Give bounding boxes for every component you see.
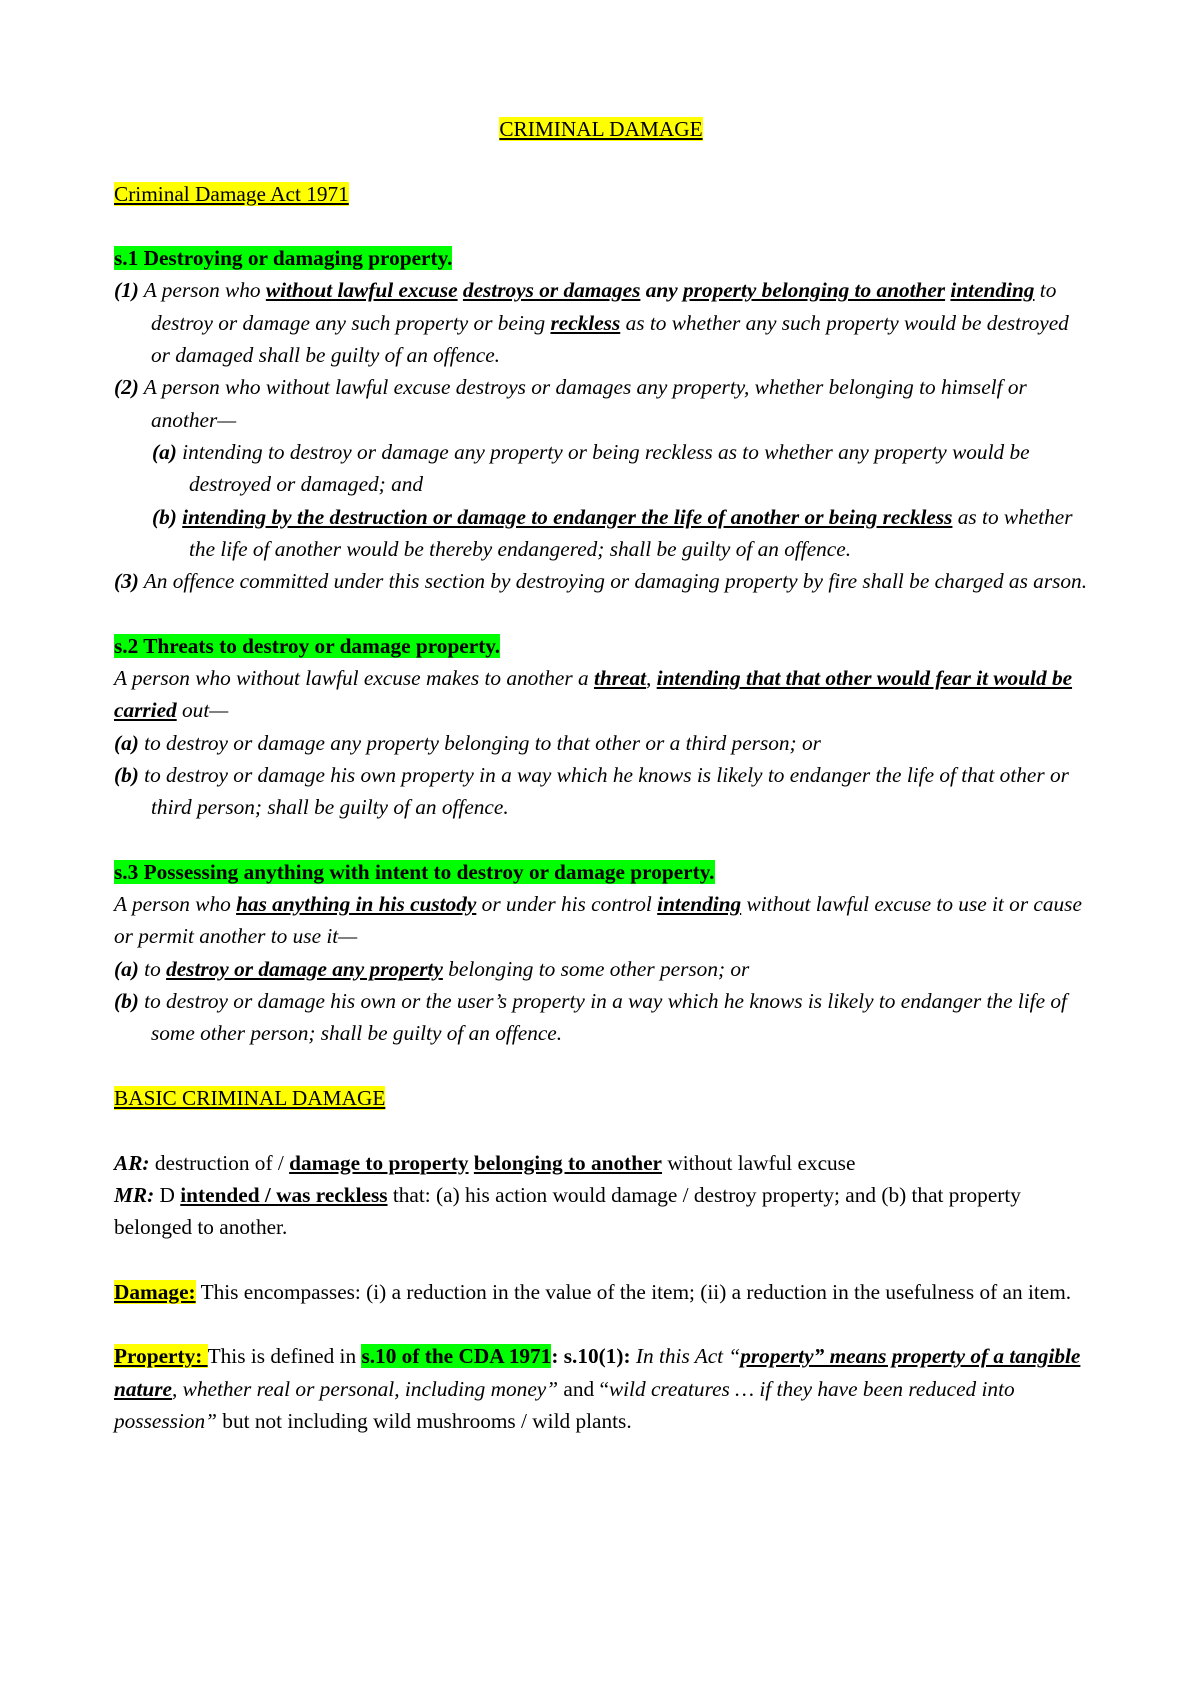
damage-definition [114, 1276, 1088, 1308]
s1-p1-text-k: as to whether any such property would be destroyed or damaged shall be guilty of an offence. [151, 310, 1069, 368]
s3-pb-number: (b) [114, 989, 139, 1014]
basic-heading [114, 1082, 1088, 1114]
document-title [114, 113, 1088, 145]
s1-p1-text-f: property belonging to another [683, 278, 946, 303]
s3-pa-number: (a) [114, 956, 139, 981]
mr-text-c: that: (a) his action would damage / destroy property; and (b) that property belonged to another. [114, 1182, 1021, 1240]
s3-pa-c: belonging to some other person; or [442, 956, 750, 981]
s3-intro-a: A person who [114, 892, 237, 917]
s1-p1-text-d: destroys or damages [462, 278, 641, 303]
property-definition [114, 1340, 1088, 1437]
act-heading-text: Criminal Damage Act 1971 [114, 181, 349, 206]
ar-text-d: belonging to another [473, 1150, 663, 1175]
s3-intro-e: without lawful excuse to use it or cause or permit another to use it— [114, 892, 1082, 949]
ar-text-e: without lawful excuse [662, 1150, 856, 1175]
property-text-g: and “ [558, 1376, 609, 1401]
property-text-f: , whether real or personal, including money” [172, 1376, 559, 1401]
s2-pb-number: (b) [114, 762, 139, 787]
s1-p2-number: (2) [114, 375, 139, 400]
s1-p1-text-j: reckless [550, 310, 621, 335]
s3-pa-a: to [144, 956, 167, 981]
property-text-a: This is defined in [207, 1344, 362, 1369]
property-text-c: : s.10(1): [551, 1344, 636, 1369]
mens-rea-line [114, 1179, 1088, 1244]
s1-p1-text-e: any [640, 278, 683, 303]
s3-pa-b: destroy or damage any property [166, 956, 443, 981]
s1-pb-bold: intending by the destruction or damage to endanger the life of another or being reckless [182, 504, 953, 529]
s2-intro-e: out— [176, 698, 229, 723]
ar-text-a: destruction of / [149, 1150, 290, 1175]
s1-p1-text-h: intending [950, 278, 1035, 303]
s1-paragraph-a [114, 436, 1088, 501]
s2-intro [114, 662, 1088, 727]
title-text: CRIMINAL DAMAGE [499, 117, 703, 141]
s2-paragraph-a [114, 727, 1088, 759]
s2-pb-text: to destroy or damage his own property in a way which he knows is likely to endanger the life of that other or third person; shall be guilty of an offence. [144, 762, 1069, 820]
s1-pa-text: intending to destroy or damage any property or being reckless as to whether any property would be destroyed or damaged; and [182, 439, 1030, 497]
s3-intro [114, 888, 1088, 953]
s2-heading-text: s.2 Threats to destroy or damage property. [114, 633, 501, 658]
s3-pb-text: to destroy or damage his own or the user’s property in a way which he knows is likely to endanger the life of some other person; shall be guilty of an offence. [144, 989, 1067, 1046]
s2-intro-c: , [646, 666, 657, 691]
s2-heading [114, 630, 1088, 662]
s2-paragraph-b [114, 759, 1088, 824]
property-text-i: but not including wild mushrooms / wild plants. [216, 1408, 632, 1433]
s1-paragraph-b [114, 501, 1088, 566]
s2-intro-a: A person who without lawful excuse makes to another a [114, 666, 594, 691]
s2-pa-text: to destroy or damage any property belonging to that other or a third person; or [144, 730, 821, 755]
s1-subsection-2 [114, 371, 1088, 436]
property-text-h: wild creatures … if they have been reduced into possession” [114, 1376, 1015, 1433]
actus-reus-line [114, 1147, 1088, 1179]
s1-pb-rest: as to whether the life of another would be thereby endangered; shall be guilty of an offence. [189, 504, 1073, 561]
s1-p3-number: (3) [114, 569, 139, 594]
damage-text: This encompasses: (i) a reduction in the value of the item; (ii) a reduction in the usefulness of an item. [195, 1279, 1072, 1304]
s1-p3-text: An offence committed under this section by destroying or damaging property by fire shall be charged as arson. [143, 569, 1088, 594]
s1-p1-number: (1) [114, 278, 139, 303]
s2-pa-number: (a) [114, 730, 139, 755]
s1-p1-text-i: to destroy or damage any such property or being [151, 278, 1057, 335]
property-label: Property: [114, 1344, 208, 1369]
s1-p2-text: A person who without lawful excuse destroys or damages any property, whether belonging to himself or another— [143, 375, 1027, 432]
s3-intro-c: or under his control [476, 892, 658, 917]
s3-intro-b: has anything in his custody [236, 892, 477, 917]
s3-heading [114, 856, 1088, 888]
ar-label: AR: [114, 1150, 150, 1175]
damage-label: Damage: [114, 1279, 196, 1304]
s3-heading-text: s.3 Possessing anything with intent to destroy or damage property. [114, 859, 715, 884]
s3-intro-d: intending [657, 892, 742, 917]
s1-p1-text-a: A person who [143, 278, 266, 303]
s2-intro-b: threat [593, 666, 647, 691]
mr-text-b: intended / was reckless [180, 1182, 388, 1207]
s3-paragraph-a [114, 953, 1088, 985]
s1-pa-number: (a) [152, 439, 177, 464]
s3-paragraph-b [114, 985, 1088, 1050]
s1-subsection-3 [114, 565, 1088, 597]
s1-p1-text-b: without lawful excuse [265, 278, 458, 303]
property-text-e: property” means property of a tangible nature [114, 1344, 1081, 1401]
s1-subsection-1 [114, 274, 1088, 371]
s1-heading [114, 242, 1088, 274]
mr-text-a: D [154, 1182, 181, 1207]
property-text-d: In this Act “ [635, 1344, 741, 1369]
s2-intro-d: intending that that other would fear it would be carried [114, 666, 1073, 723]
s1-pb-number: (b) [152, 504, 177, 529]
property-text-b: s.10 of the CDA 1971 [361, 1344, 552, 1369]
act-heading [114, 178, 1088, 210]
s1-heading-text: s.1 Destroying or damaging property. [114, 246, 453, 271]
basic-heading-text: BASIC CRIMINAL DAMAGE [114, 1085, 386, 1110]
ar-text-b: damage to property [289, 1150, 469, 1175]
mr-label: MR: [114, 1182, 155, 1207]
